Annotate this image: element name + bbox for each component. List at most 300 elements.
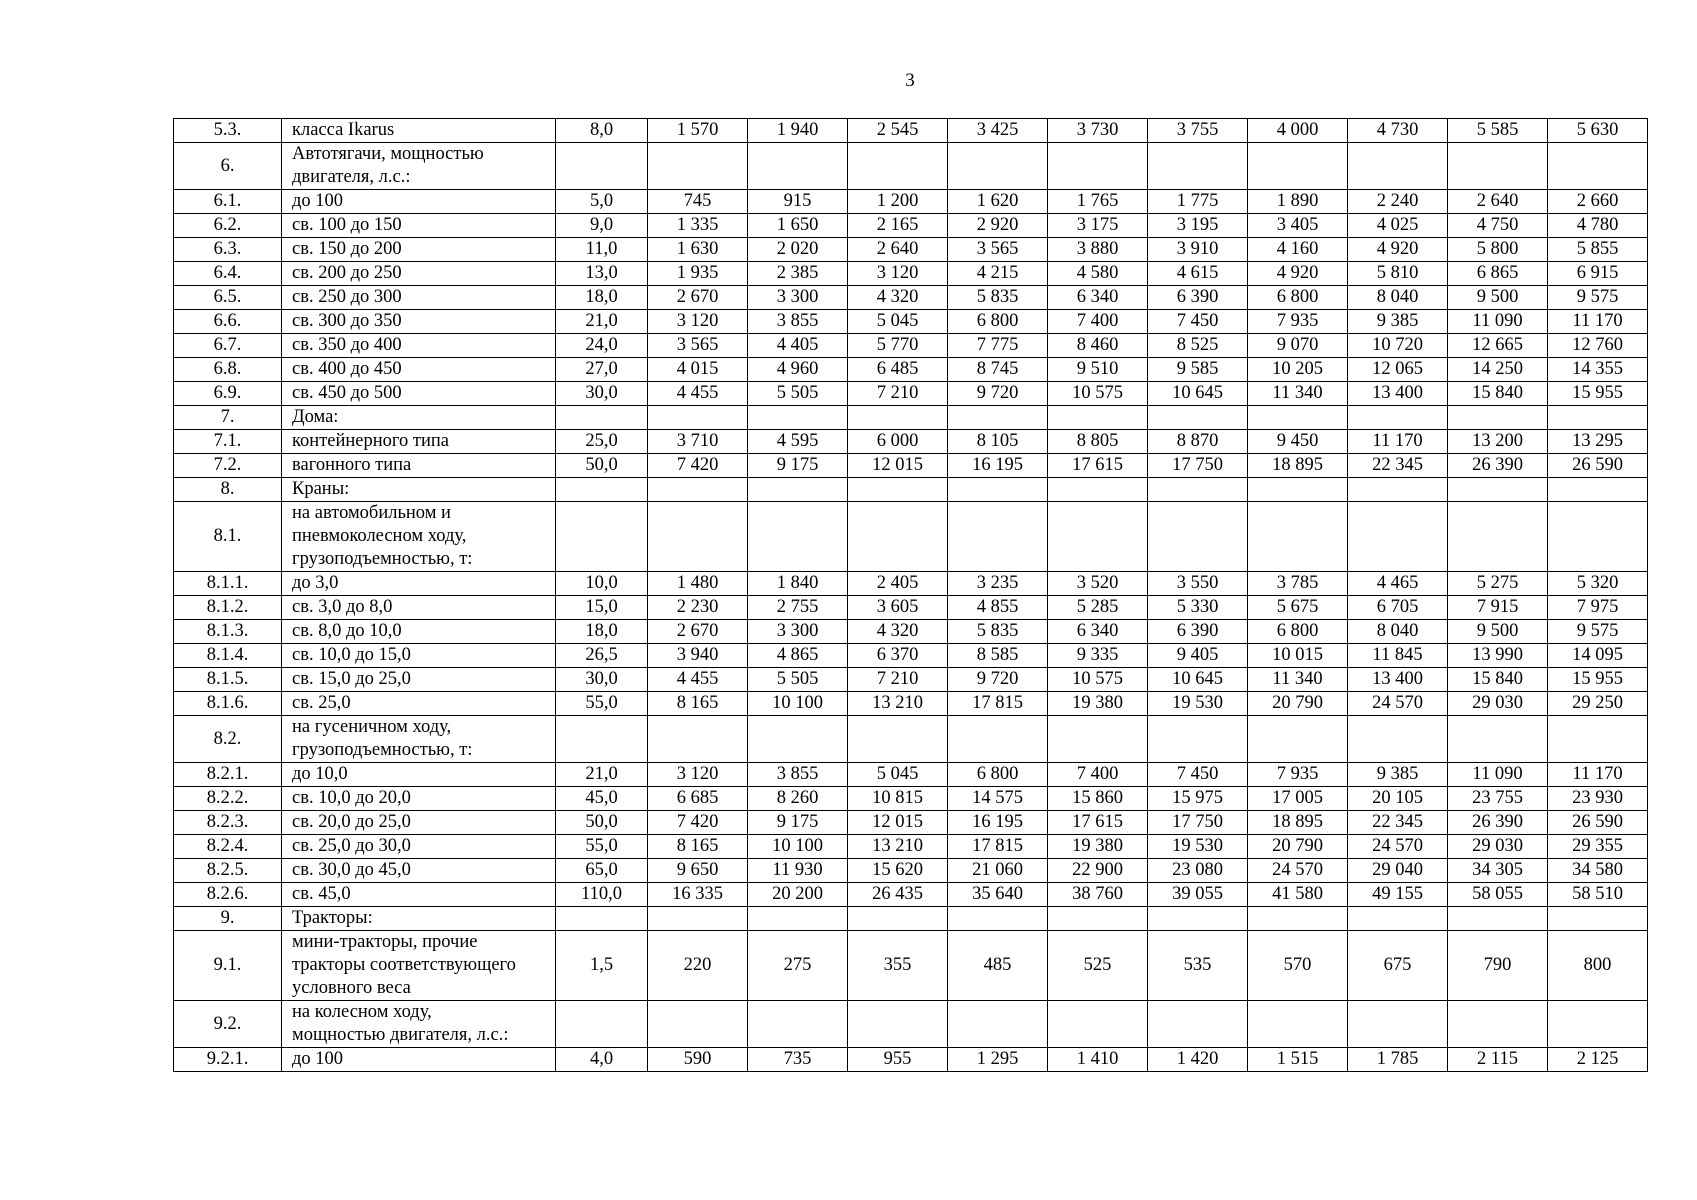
- value-cell: 10 205: [1248, 358, 1348, 382]
- value-cell: 34 580: [1548, 859, 1648, 883]
- value-cell: 7 975: [1548, 596, 1648, 620]
- description-line: грузоподъемностью, т:: [292, 549, 473, 569]
- value-cell: [1048, 907, 1148, 931]
- value-cell: [748, 478, 848, 502]
- description-line: св. 450 до 500: [292, 383, 402, 403]
- value-cell: 675: [1348, 931, 1448, 1001]
- value-cell: [848, 716, 948, 763]
- value-cell: [1048, 478, 1148, 502]
- value-cell: 15 840: [1448, 668, 1548, 692]
- value-cell: 13 200: [1448, 430, 1548, 454]
- description-line: св. 350 до 400: [292, 335, 402, 355]
- value-cell: 11 340: [1248, 382, 1348, 406]
- value-cell: [1348, 406, 1448, 430]
- description-line: условного веса: [292, 978, 411, 998]
- value-cell: 3 855: [748, 763, 848, 787]
- row-number: 7.: [174, 406, 282, 430]
- value-cell: 30,0: [556, 382, 648, 406]
- description-line: св. 25,0: [292, 693, 351, 713]
- value-cell: 2 660: [1548, 190, 1648, 214]
- value-cell: [748, 1001, 848, 1048]
- value-cell: 915: [748, 190, 848, 214]
- row-description: [282, 811, 556, 835]
- row-description: [282, 1048, 556, 1072]
- description-line: Тракторы:: [292, 908, 373, 928]
- value-cell: 1 200: [848, 190, 948, 214]
- value-cell: 21,0: [556, 310, 648, 334]
- value-cell: [948, 716, 1048, 763]
- value-cell: [1148, 143, 1248, 190]
- value-cell: 535: [1148, 931, 1248, 1001]
- row-number: 8.1.: [174, 502, 282, 572]
- value-cell: 2 640: [1448, 190, 1548, 214]
- value-cell: 8 165: [648, 692, 748, 716]
- value-cell: [1248, 502, 1348, 572]
- value-cell: 5 045: [848, 763, 948, 787]
- value-cell: 3 425: [948, 119, 1048, 143]
- value-cell: 3 550: [1148, 572, 1248, 596]
- value-cell: 26 590: [1548, 811, 1648, 835]
- row-number: 9.: [174, 907, 282, 931]
- table-row: [174, 454, 1648, 478]
- description-line: св. 250 до 300: [292, 287, 402, 307]
- value-cell: 4 405: [748, 334, 848, 358]
- table-row: [174, 358, 1648, 382]
- value-cell: [1248, 907, 1348, 931]
- value-cell: 4 455: [648, 382, 748, 406]
- value-cell: 9 335: [1048, 644, 1148, 668]
- value-cell: [1048, 502, 1148, 572]
- value-cell: 17 815: [948, 692, 1048, 716]
- description-line: контейнерного типа: [292, 431, 450, 451]
- row-number: 8.1.5.: [174, 668, 282, 692]
- description-line: св. 25,0 до 30,0: [292, 836, 411, 856]
- value-cell: 14 575: [948, 787, 1048, 811]
- value-cell: 1 480: [648, 572, 748, 596]
- value-cell: 5 330: [1148, 596, 1248, 620]
- value-cell: 1 940: [748, 119, 848, 143]
- value-cell: 1 840: [748, 572, 848, 596]
- table-row: [174, 883, 1648, 907]
- description-line: св. 300 до 350: [292, 311, 402, 331]
- value-cell: 8 105: [948, 430, 1048, 454]
- value-cell: 5 835: [948, 286, 1048, 310]
- table-row: [174, 502, 1648, 572]
- row-number: 5.3.: [174, 119, 282, 143]
- description-line: св. 100 до 150: [292, 215, 402, 235]
- value-cell: 11 090: [1448, 763, 1548, 787]
- table-row: [174, 238, 1648, 262]
- value-cell: 1 335: [648, 214, 748, 238]
- value-cell: 6 800: [1248, 286, 1348, 310]
- row-number: 6.7.: [174, 334, 282, 358]
- value-cell: [1148, 907, 1248, 931]
- row-description: [282, 310, 556, 334]
- row-number: 6.2.: [174, 214, 282, 238]
- row-number: 6.6.: [174, 310, 282, 334]
- value-cell: 27,0: [556, 358, 648, 382]
- value-cell: 12 015: [848, 454, 948, 478]
- value-cell: 16 195: [948, 454, 1048, 478]
- value-cell: 10 015: [1248, 644, 1348, 668]
- value-cell: 13,0: [556, 262, 648, 286]
- row-description: [282, 119, 556, 143]
- value-cell: 570: [1248, 931, 1348, 1001]
- value-cell: 4 015: [648, 358, 748, 382]
- table-row: [174, 572, 1648, 596]
- value-cell: 7 210: [848, 382, 948, 406]
- value-cell: 15 955: [1548, 668, 1648, 692]
- value-cell: 3 120: [848, 262, 948, 286]
- value-cell: [1448, 502, 1548, 572]
- value-cell: 3 940: [648, 644, 748, 668]
- row-description: [282, 931, 556, 1001]
- value-cell: [1348, 907, 1448, 931]
- row-number: 6.1.: [174, 190, 282, 214]
- value-cell: [556, 478, 648, 502]
- value-cell: 13 295: [1548, 430, 1648, 454]
- value-cell: 15 840: [1448, 382, 1548, 406]
- row-number: 6.9.: [174, 382, 282, 406]
- value-cell: 8 870: [1148, 430, 1248, 454]
- description-line: св. 30,0 до 45,0: [292, 860, 411, 880]
- table-row: [174, 763, 1648, 787]
- value-cell: [1248, 716, 1348, 763]
- value-cell: 3 120: [648, 310, 748, 334]
- value-cell: 5 285: [1048, 596, 1148, 620]
- value-cell: [1548, 716, 1648, 763]
- value-cell: 3 755: [1148, 119, 1248, 143]
- value-cell: 19 380: [1048, 692, 1148, 716]
- row-description: [282, 692, 556, 716]
- value-cell: 29 250: [1548, 692, 1648, 716]
- value-cell: 3 175: [1048, 214, 1148, 238]
- value-cell: 11 930: [748, 859, 848, 883]
- value-cell: 8 525: [1148, 334, 1248, 358]
- value-cell: 5 770: [848, 334, 948, 358]
- row-description: [282, 716, 556, 763]
- value-cell: 18,0: [556, 286, 648, 310]
- value-cell: 12 015: [848, 811, 948, 835]
- value-cell: 9,0: [556, 214, 648, 238]
- description-line: грузоподъемностью, т:: [292, 740, 473, 760]
- value-cell: 10 575: [1048, 668, 1148, 692]
- value-cell: [948, 502, 1048, 572]
- value-cell: 14 250: [1448, 358, 1548, 382]
- value-cell: 10 815: [848, 787, 948, 811]
- value-cell: 2 125: [1548, 1048, 1648, 1072]
- rates-table: [173, 118, 1648, 1072]
- value-cell: 6 390: [1148, 620, 1248, 644]
- value-cell: [1448, 1001, 1548, 1048]
- value-cell: 6 390: [1148, 286, 1248, 310]
- row-description: [282, 262, 556, 286]
- value-cell: 2 920: [948, 214, 1048, 238]
- value-cell: 20 105: [1348, 787, 1448, 811]
- value-cell: [748, 907, 848, 931]
- value-cell: 9 385: [1348, 310, 1448, 334]
- row-number: 8.1.2.: [174, 596, 282, 620]
- value-cell: 9 510: [1048, 358, 1148, 382]
- row-description: [282, 502, 556, 572]
- value-cell: 2 405: [848, 572, 948, 596]
- value-cell: [748, 502, 848, 572]
- value-cell: [1148, 716, 1248, 763]
- value-cell: 26 435: [848, 883, 948, 907]
- value-cell: 4 960: [748, 358, 848, 382]
- description-line: св. 10,0 до 20,0: [292, 788, 411, 808]
- row-number: 9.2.: [174, 1001, 282, 1048]
- value-cell: 58 510: [1548, 883, 1648, 907]
- value-cell: 5 505: [748, 668, 848, 692]
- value-cell: 14 095: [1548, 644, 1648, 668]
- value-cell: 2 640: [848, 238, 948, 262]
- value-cell: [1048, 406, 1148, 430]
- value-cell: 5 585: [1448, 119, 1548, 143]
- value-cell: 5 675: [1248, 596, 1348, 620]
- value-cell: 8 260: [748, 787, 848, 811]
- value-cell: 17 615: [1048, 454, 1148, 478]
- row-description: [282, 143, 556, 190]
- table-row: [174, 119, 1648, 143]
- table-row: [174, 692, 1648, 716]
- value-cell: 23 930: [1548, 787, 1648, 811]
- value-cell: [848, 502, 948, 572]
- value-cell: [1048, 716, 1148, 763]
- value-cell: 8 040: [1348, 620, 1448, 644]
- table-row: [174, 811, 1648, 835]
- value-cell: [648, 143, 748, 190]
- value-cell: 8 165: [648, 835, 748, 859]
- value-cell: 16 195: [948, 811, 1048, 835]
- value-cell: 12 760: [1548, 334, 1648, 358]
- row-description: [282, 596, 556, 620]
- value-cell: 9 175: [748, 454, 848, 478]
- value-cell: 17 750: [1148, 454, 1248, 478]
- value-cell: 9 070: [1248, 334, 1348, 358]
- row-description: [282, 214, 556, 238]
- value-cell: [1548, 478, 1648, 502]
- row-description: [282, 382, 556, 406]
- value-cell: 20 790: [1248, 835, 1348, 859]
- value-cell: 38 760: [1048, 883, 1148, 907]
- row-number: 8.2.3.: [174, 811, 282, 835]
- value-cell: 50,0: [556, 454, 648, 478]
- value-cell: [848, 143, 948, 190]
- row-number: 8.2.6.: [174, 883, 282, 907]
- value-cell: 2 670: [648, 286, 748, 310]
- value-cell: 275: [748, 931, 848, 1001]
- value-cell: 485: [948, 931, 1048, 1001]
- value-cell: 7 775: [948, 334, 1048, 358]
- value-cell: 3 910: [1148, 238, 1248, 262]
- table-row: [174, 334, 1648, 358]
- value-cell: 15 975: [1148, 787, 1248, 811]
- row-description: [282, 859, 556, 883]
- table-row: [174, 787, 1648, 811]
- value-cell: 9 575: [1548, 620, 1648, 644]
- value-cell: 2 240: [1348, 190, 1448, 214]
- table-body: [174, 119, 1648, 1072]
- value-cell: 7 935: [1248, 310, 1348, 334]
- value-cell: 25,0: [556, 430, 648, 454]
- value-cell: 4 595: [748, 430, 848, 454]
- value-cell: 3 300: [748, 620, 848, 644]
- value-cell: 3 730: [1048, 119, 1148, 143]
- value-cell: 6 340: [1048, 286, 1148, 310]
- value-cell: 11 170: [1548, 310, 1648, 334]
- value-cell: [1448, 907, 1548, 931]
- value-cell: 4 730: [1348, 119, 1448, 143]
- value-cell: 3 195: [1148, 214, 1248, 238]
- description-line: на автомобильном и: [292, 503, 451, 523]
- value-cell: 15 860: [1048, 787, 1148, 811]
- value-cell: [848, 406, 948, 430]
- value-cell: [648, 716, 748, 763]
- value-cell: 15 620: [848, 859, 948, 883]
- table-row: [174, 430, 1648, 454]
- value-cell: 5 800: [1448, 238, 1548, 262]
- value-cell: [1448, 143, 1548, 190]
- value-cell: 10 100: [748, 835, 848, 859]
- table-row: [174, 143, 1648, 190]
- value-cell: 355: [848, 931, 948, 1001]
- row-number: 6.3.: [174, 238, 282, 262]
- value-cell: 24,0: [556, 334, 648, 358]
- value-cell: 9 175: [748, 811, 848, 835]
- value-cell: 9 720: [948, 668, 1048, 692]
- row-description: [282, 190, 556, 214]
- value-cell: 4 320: [848, 286, 948, 310]
- value-cell: 23 080: [1148, 859, 1248, 883]
- value-cell: 16 335: [648, 883, 748, 907]
- value-cell: 1 295: [948, 1048, 1048, 1072]
- value-cell: 8 040: [1348, 286, 1448, 310]
- table-row: [174, 214, 1648, 238]
- value-cell: 590: [648, 1048, 748, 1072]
- value-cell: 15 955: [1548, 382, 1648, 406]
- value-cell: 4 855: [948, 596, 1048, 620]
- value-cell: 2 755: [748, 596, 848, 620]
- row-description: [282, 668, 556, 692]
- value-cell: 22 345: [1348, 811, 1448, 835]
- value-cell: 790: [1448, 931, 1548, 1001]
- value-cell: 1 935: [648, 262, 748, 286]
- table-row: [174, 406, 1648, 430]
- description-line: на колесном ходу,: [292, 1002, 432, 1022]
- value-cell: 2 230: [648, 596, 748, 620]
- value-cell: 9 385: [1348, 763, 1448, 787]
- value-cell: 15,0: [556, 596, 648, 620]
- value-cell: [648, 478, 748, 502]
- value-cell: 5 045: [848, 310, 948, 334]
- value-cell: 19 380: [1048, 835, 1148, 859]
- table-row: [174, 262, 1648, 286]
- value-cell: 6 800: [948, 763, 1048, 787]
- row-description: [282, 478, 556, 502]
- value-cell: 1 630: [648, 238, 748, 262]
- row-description: [282, 1001, 556, 1048]
- row-description: [282, 620, 556, 644]
- description-line: Дома:: [292, 407, 339, 427]
- description-line: до 100: [292, 1049, 344, 1069]
- value-cell: [648, 907, 748, 931]
- value-cell: 1,5: [556, 931, 648, 1001]
- value-cell: 29 355: [1548, 835, 1648, 859]
- value-cell: 7 210: [848, 668, 948, 692]
- value-cell: 14 355: [1548, 358, 1648, 382]
- value-cell: 1 410: [1048, 1048, 1148, 1072]
- value-cell: 3 120: [648, 763, 748, 787]
- value-cell: 1 765: [1048, 190, 1148, 214]
- value-cell: 7 450: [1148, 763, 1248, 787]
- value-cell: [1548, 1001, 1648, 1048]
- description-line: св. 400 до 450: [292, 359, 402, 379]
- value-cell: 58 055: [1448, 883, 1548, 907]
- row-description: [282, 883, 556, 907]
- row-number: 6.8.: [174, 358, 282, 382]
- table-row: [174, 835, 1648, 859]
- value-cell: 1 570: [648, 119, 748, 143]
- table-row: [174, 668, 1648, 692]
- value-cell: 3 565: [948, 238, 1048, 262]
- value-cell: [1248, 143, 1348, 190]
- value-cell: 21,0: [556, 763, 648, 787]
- description-line: св. 20,0 до 25,0: [292, 812, 411, 832]
- value-cell: 12 665: [1448, 334, 1548, 358]
- value-cell: 7 400: [1048, 310, 1148, 334]
- value-cell: 7 450: [1148, 310, 1248, 334]
- value-cell: [1248, 478, 1348, 502]
- description-line: мощностью двигателя, л.с.:: [292, 1025, 509, 1045]
- value-cell: 1 420: [1148, 1048, 1248, 1072]
- description-line: св. 3,0 до 8,0: [292, 597, 393, 617]
- value-cell: 20 200: [748, 883, 848, 907]
- value-cell: [1248, 1001, 1348, 1048]
- value-cell: 9 585: [1148, 358, 1248, 382]
- row-description: [282, 454, 556, 478]
- value-cell: 3 565: [648, 334, 748, 358]
- value-cell: 7 420: [648, 811, 748, 835]
- row-description: [282, 572, 556, 596]
- value-cell: 9 575: [1548, 286, 1648, 310]
- value-cell: 745: [648, 190, 748, 214]
- value-cell: 7 400: [1048, 763, 1148, 787]
- value-cell: 1 620: [948, 190, 1048, 214]
- value-cell: [1048, 1001, 1148, 1048]
- table-row: [174, 286, 1648, 310]
- value-cell: 6 000: [848, 430, 948, 454]
- value-cell: [1348, 502, 1448, 572]
- row-number: 8.1.4.: [174, 644, 282, 668]
- value-cell: 34 305: [1448, 859, 1548, 883]
- value-cell: 24 570: [1348, 835, 1448, 859]
- value-cell: 5 855: [1548, 238, 1648, 262]
- value-cell: 3 300: [748, 286, 848, 310]
- value-cell: 21 060: [948, 859, 1048, 883]
- value-cell: 1 890: [1248, 190, 1348, 214]
- value-cell: [1048, 143, 1148, 190]
- value-cell: 4,0: [556, 1048, 648, 1072]
- value-cell: 9 720: [948, 382, 1048, 406]
- row-number: 8.1.3.: [174, 620, 282, 644]
- description-line: до 3,0: [292, 573, 339, 593]
- value-cell: 26 390: [1448, 811, 1548, 835]
- value-cell: 12 065: [1348, 358, 1448, 382]
- value-cell: [1448, 716, 1548, 763]
- value-cell: 3 605: [848, 596, 948, 620]
- value-cell: 26,5: [556, 644, 648, 668]
